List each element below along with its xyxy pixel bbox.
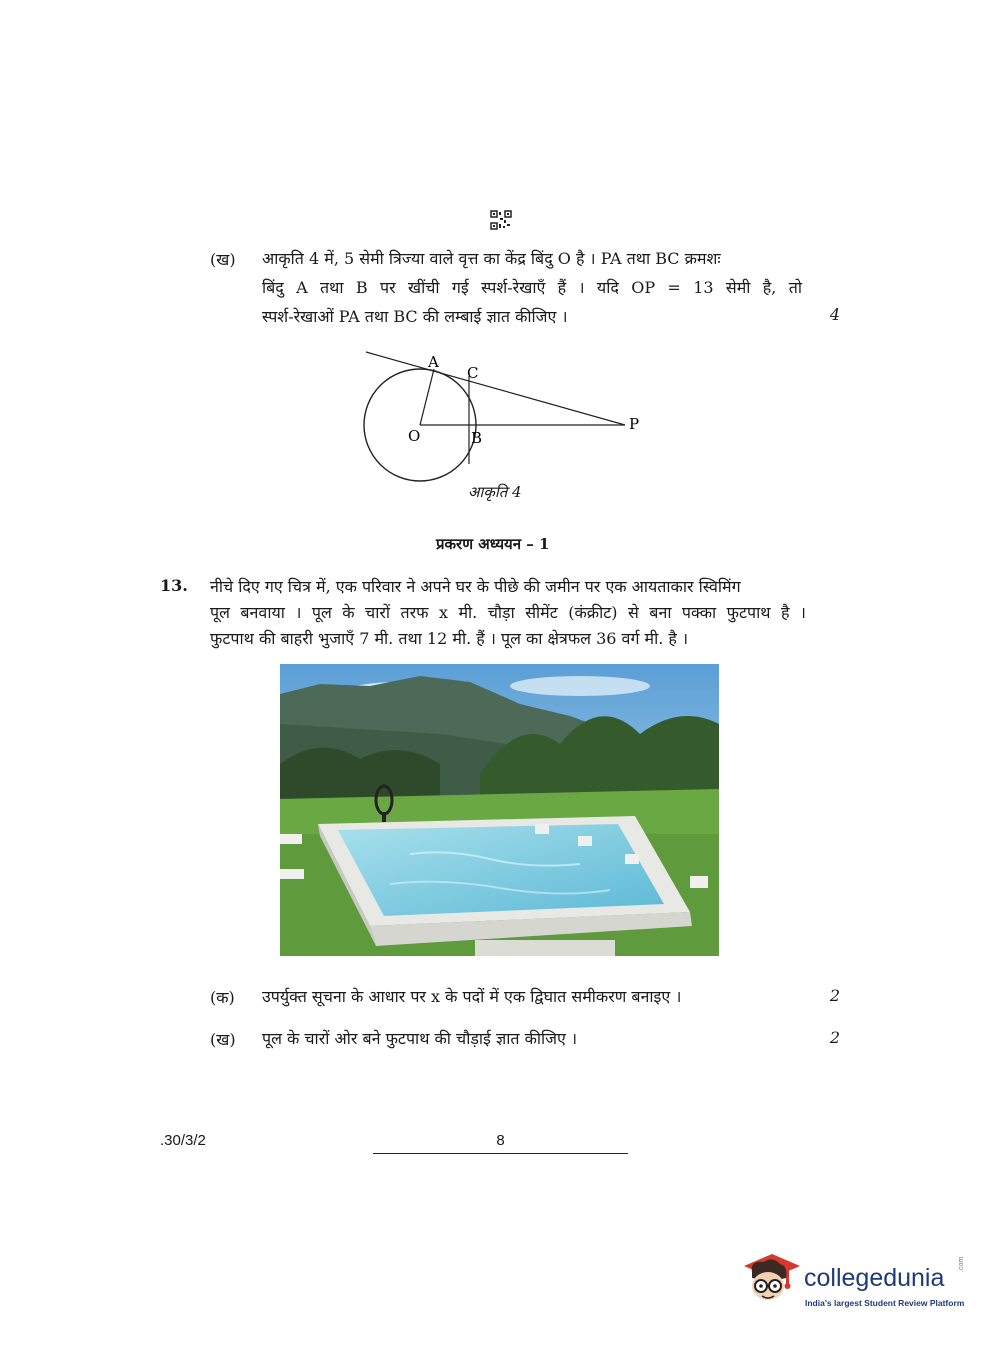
question-text-line: आकृति 4 में, 5 सेमी त्रिज्या वाले वृत्त का केंद्र बिंदु O है । PA तथा BC क्रमशः (262, 249, 721, 268)
figure-caption: आकृति 4 (468, 483, 522, 501)
radius-oa (420, 369, 434, 425)
question-part-label: (क) (210, 988, 235, 1007)
label-b: B (471, 429, 483, 447)
question-text-line: बिंदु A तथा B पर खींची गई स्पर्श-रेखाएँ हैं । यदि OP = 13 सेमी है, तो (262, 278, 802, 297)
qr-code-icon (490, 210, 512, 230)
label-c: C (467, 364, 479, 382)
collegedunia-logo-icon (742, 1252, 802, 1308)
question-text-line: नीचे दिए गए चित्र में, एक परिवार ने अपने घर के पीछे की जमीन पर एक आयताकार स्विमिंग (210, 577, 741, 596)
marks: 2 (829, 1028, 840, 1047)
question-part-label: (ख) (210, 250, 236, 269)
question-text-line: पूल बनवाया । पूल के चारों तरफ x मी. चौड़ा सीमेंट (कंक्रीट) से बना पक्का फुटपाथ है । (210, 603, 806, 622)
marks: 2 (829, 986, 840, 1005)
swimming-pool-photo (280, 664, 719, 956)
marks: 4 (829, 305, 840, 324)
geometry-figure (350, 340, 650, 490)
question-text-line: उपर्युक्त सूचना के आधार पर x के पदों में एक द्विघात समीकरण बनाइए । (262, 987, 682, 1006)
footer-divider (373, 1153, 628, 1154)
page-number: 8 (496, 1132, 505, 1149)
section-heading: प्रकरण अध्ययन – 1 (436, 535, 550, 553)
label-o: O (408, 427, 421, 445)
question-part-label: (ख) (210, 1030, 236, 1049)
logo-wordmark: collegedunia (804, 1264, 945, 1292)
label-a: A (428, 353, 439, 371)
logo-suffix: .com (958, 1256, 965, 1272)
logo-tagline: India's largest Student Review Platform (805, 1298, 965, 1308)
question-text-line: पूल के चारों ओर बने फुटपाथ की चौड़ाई ज्ञात कीजिए । (262, 1029, 578, 1048)
question-text-line: स्पर्श-रेखाओं PA तथा BC की लम्बाई ज्ञात कीजिए । (262, 307, 568, 326)
question-text-line: फुटपाथ की बाहरी भुजाएँ 7 मी. तथा 12 मी. हैं । पूल का क्षेत्रफल 36 वर्ग मी. है । (210, 629, 689, 648)
label-p: P (629, 415, 640, 433)
tangent-pa (366, 352, 625, 425)
question-number: 13. (160, 576, 188, 595)
paper-code: .30/3/2 (160, 1132, 206, 1149)
